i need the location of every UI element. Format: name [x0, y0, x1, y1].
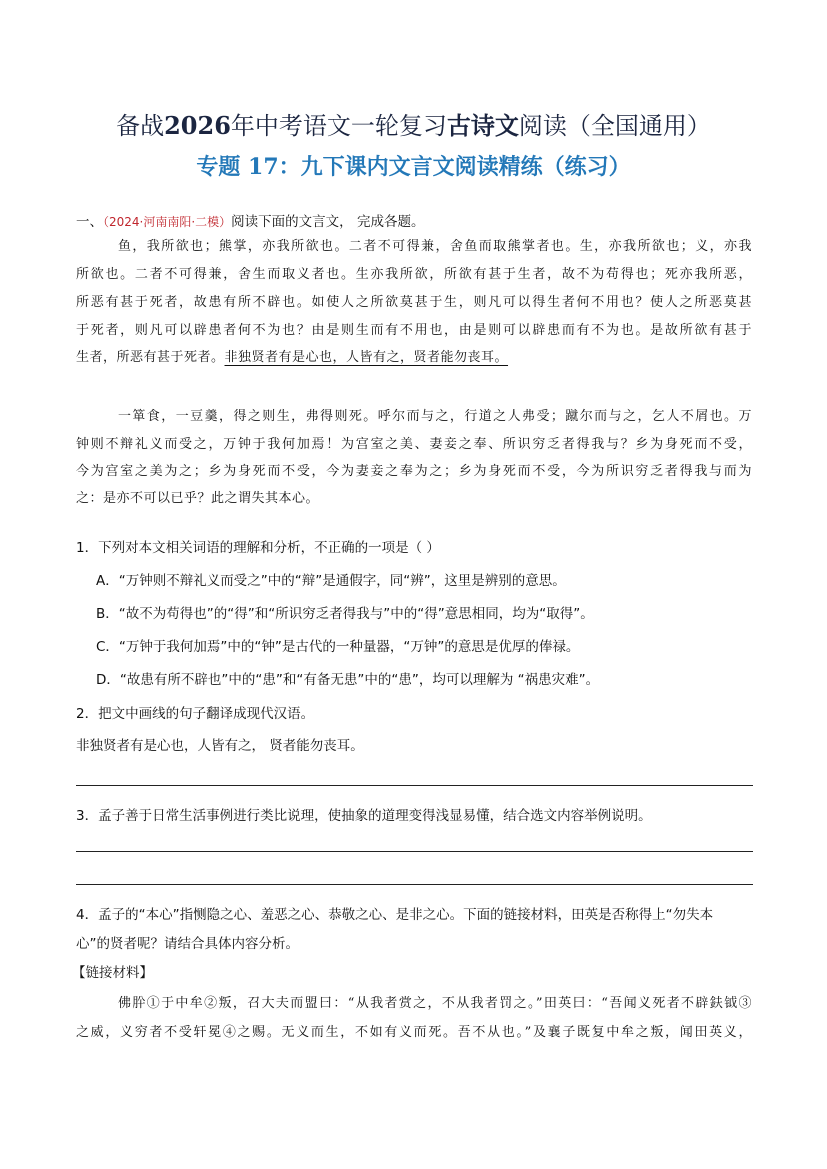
passage-line: 鱼，我所欲也；熊掌，亦我所欲也。二者不可得兼，舍鱼而取熊掌者也。生，亦我所欲也；义，亦我: [118, 239, 752, 254]
passage-line: 生者，所恶有甚于死者。非独贤者有是心也，人皆有之，贤者能勿丧耳。: [76, 350, 509, 365]
question-2-sentence: 非独贤者有是心也，人皆有之， 贤者能勿丧耳。: [76, 738, 364, 754]
passage-line: 之：是亦不可以已乎？此之谓失其本心。: [76, 491, 320, 506]
answer-line: [76, 785, 753, 786]
link-material-line: 佛肸①于中牟②叛，召大夫而盟曰：“从我者赏之，不从我者罚之。”田英曰：“吾闻义死者不辟鈇钺③: [118, 996, 752, 1011]
option-a: A．“万钟则不辩礼义而受之”中的“辩”是通假字，同“辨”，这里是辨别的意思。: [96, 573, 566, 589]
question-4: 4．孟子的“本心”指恻隐之心、羞恶之心、恭敬之心、是非之心。下面的链接材料，田英是否称得上“勿失本: [76, 907, 714, 923]
underlined-sentence: 非独贤者有是心也，人皆有之，贤者能勿丧耳。: [224, 350, 509, 365]
option-c: C．“万钟于我何加焉”中的“钟”是古代的一种量器，“万钟”的意思是优厚的俸禄。: [96, 639, 580, 655]
link-material-heading: 【链接材料】: [72, 965, 153, 981]
passage-line: 钟则不辩礼义而受之，万钟于我何加焉！为宫室之美、妻妾之奉、所识穷乏者得我与？乡为身死而不受，: [76, 437, 752, 452]
passage-line: 一箪食，一豆羹，得之则生，弗得则死。呼尔而与之，行道之人弗受；蹴尔而与之，乞人不屑也。万: [118, 409, 752, 424]
question-4-cont: 心”的贤者呢？请结合具体内容分析。: [76, 936, 299, 952]
question-1: 1．下列对本文相关词语的理解和分析，不正确的一项是（ ）: [76, 540, 440, 556]
section-heading: 一、（2024·河南南阳·二模）阅读下面的文言文， 完成各题。: [76, 214, 425, 230]
question-3: 3．孟子善于日常生活事例进行类比说理，使抽象的道理变得浅显易懂，结合选文内容举例说明。: [76, 808, 652, 824]
passage-line: 于死者，则凡可以辟患者何不为也？由是则生而有不用也，由是则可以辟患而有不为也。是故所欲有甚于: [76, 323, 752, 338]
source-label: （2024·河南南阳·二模）: [103, 215, 232, 229]
option-b: B．“故不为苟得也”的“得”和“所识穷乏者得我与”中的“得”意思相同，均为“取得”。: [96, 606, 594, 622]
passage-line: 所欲也。二者不可得兼，舍生而取义者也。生亦我所欲，所欲有甚于生者，故不为苟得也；死亦我所恶，: [76, 267, 752, 282]
document-title: 备战2026年中考语文一轮复习古诗文阅读（全国通用）: [116, 111, 711, 140]
option-d: D．“故患有所不辟也”中的“患”和“有备无患”中的“患”，均可以理解为 “祸患灾难”。: [96, 672, 600, 688]
link-material-line: 之威，义穷者不受轩冕④之赐。无义而生，不如有义而死。吾不从也。”及襄子既复中牟之叛，闻田英义，: [76, 1025, 752, 1040]
question-2: 2．把文中画线的句子翻译成现代汉语。: [76, 706, 315, 722]
answer-line: [76, 884, 753, 885]
answer-line: [76, 851, 753, 852]
passage-line: 今为宫室之美为之；乡为身死而不受，今为妻妾之奉为之；乡为身死而不受，今为所识穷乏者得我与而为: [76, 464, 752, 479]
passage-line: 所恶有甚于死者，故患有所不辟也。如使人之所欲莫甚于生，则凡可以得生者何不用也？使人之所恶莫甚: [76, 295, 752, 310]
document-subtitle: 专题 17：九下课内文言文阅读精练（练习）: [196, 154, 631, 180]
